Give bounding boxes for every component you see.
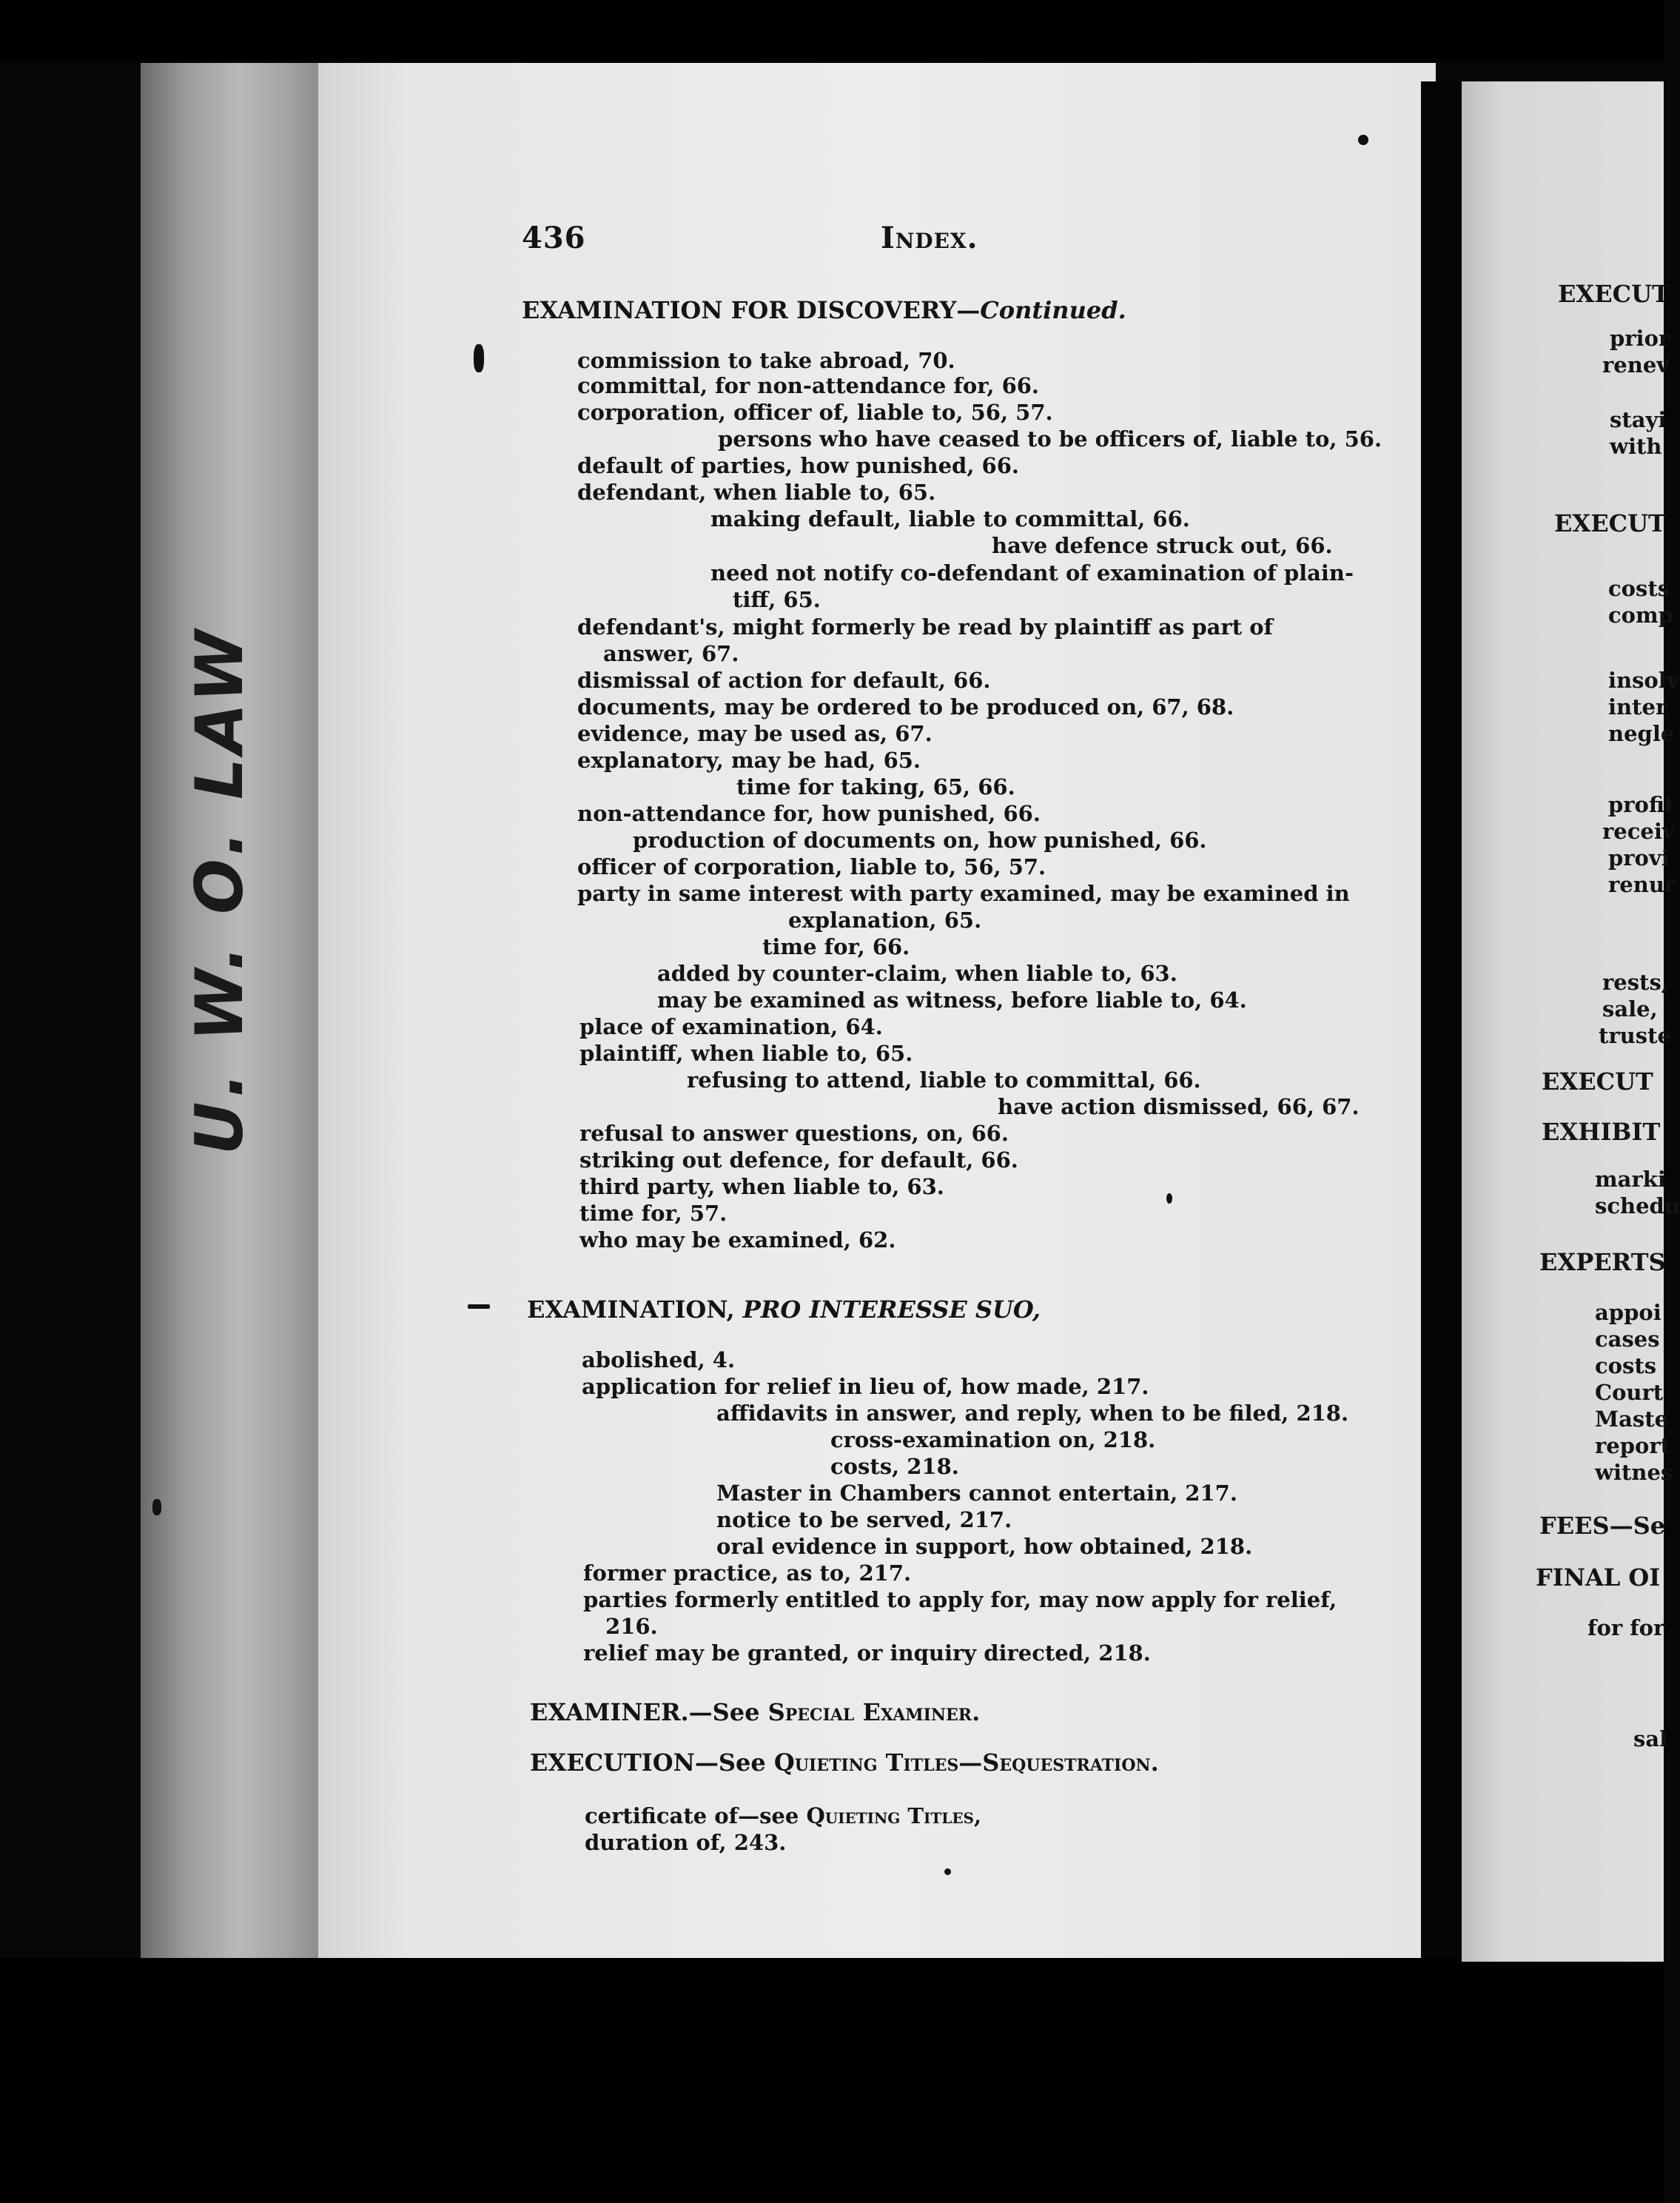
index-subentry: production of documents on, how punished, 66.: [633, 828, 1207, 853]
fragment-text: costs: [1595, 1353, 1657, 1378]
index-entry: documents, may be ordered to be produced on, 67, 68.: [577, 694, 1234, 720]
fragment-text: negle: [1608, 721, 1675, 746]
page-number: 436: [522, 221, 586, 255]
index-subentry: time for taking, 65, 66.: [736, 774, 1015, 799]
fragment-text: renev: [1602, 352, 1670, 378]
index-subentry: refusing to attend, liable to committal, 66.: [687, 1067, 1201, 1093]
bottom-dark-margin-right: [1462, 1962, 1664, 2203]
heading-main: EXAMINER.—See: [530, 1698, 760, 1726]
fragment-text: sal: [1633, 1726, 1668, 1751]
heading-main: EXAMINATION,: [527, 1295, 735, 1324]
index-entry: explanatory, may be had, 65.: [577, 748, 921, 773]
fragment-text: comp: [1608, 603, 1673, 628]
index-entry: officer of corporation, liable to, 56, 57.: [577, 854, 1046, 879]
cross-reference: Quieting Titles,: [806, 1803, 982, 1828]
index-entry: evidence, may be used as, 67.: [577, 721, 933, 746]
section-heading-execution: [530, 1750, 1159, 1775]
index-entry: who may be examined, 62.: [579, 1227, 896, 1253]
page-gutter: [1421, 81, 1462, 1976]
fragment-heading: EXPERTS: [1539, 1248, 1666, 1276]
index-entry: parties formerly entitled to apply for, may now apply for relief,: [583, 1587, 1337, 1612]
index-entry: 216.: [605, 1614, 658, 1639]
index-subentry: cross-examination on, 218.: [830, 1427, 1156, 1452]
fragment-text: truste: [1599, 1023, 1671, 1048]
index-entry: [585, 1803, 981, 1828]
fragment-text: appoi: [1595, 1300, 1661, 1325]
index-subentry: need not notify co-defendant of examination of plain-: [710, 560, 1354, 586]
fragment-text: insolv: [1608, 668, 1679, 693]
index-entry: abolished, 4.: [582, 1347, 736, 1372]
index-subentry: persons who have ceased to be officers of, liable to, 56.: [718, 426, 1382, 452]
index-entry: refusal to answer questions, on, 66.: [579, 1121, 1009, 1146]
heading-continued: Continued.: [980, 296, 1126, 324]
page-title: Index.: [881, 221, 978, 255]
index-subentry: may be examined as witness, before liable to, 64.: [657, 988, 1247, 1013]
index-entry: commission to take abroad, 70.: [577, 348, 955, 373]
index-subentry: have defence struck out, 66.: [992, 533, 1333, 558]
entry-text: certificate of—see: [585, 1803, 799, 1828]
ink-speck: [468, 1304, 490, 1309]
index-subentry: oral evidence in support, how obtained, 218.: [716, 1534, 1253, 1559]
fragment-text: marki: [1595, 1167, 1666, 1192]
fragment-heading: EXECUT: [1542, 1067, 1653, 1096]
index-subentry: notice to be served, 217.: [716, 1507, 1012, 1532]
index-entry: relief may be granted, or inquiry directed, 218.: [583, 1640, 1151, 1666]
cross-reference: Special Examiner.: [767, 1698, 981, 1726]
index-subentry: affidavits in answer, and reply, when to be filed, 218.: [716, 1401, 1349, 1426]
index-entry: answer, 67.: [603, 641, 739, 666]
index-entry: committal, for non-attendance for, 66.: [577, 373, 1040, 398]
index-subentry: explanation, 65.: [788, 908, 982, 933]
ink-speck: [1358, 135, 1368, 145]
index-entry: plaintiff, when liable to, 65.: [579, 1041, 913, 1066]
index-entry: dismissal of action for default, 66.: [577, 668, 991, 693]
fragment-text: provi: [1608, 845, 1670, 871]
section-heading-discovery: [522, 298, 1126, 323]
fragment-text: receiv: [1602, 819, 1675, 844]
index-entry: application for relief in lieu of, how made, 217.: [582, 1374, 1149, 1399]
index-entry: default of parties, how punished, 66.: [577, 453, 1019, 478]
fragment-text: witnes: [1595, 1460, 1673, 1485]
index-subentry: have action dismissed, 66, 67.: [998, 1094, 1360, 1119]
fragment-text: costs: [1608, 576, 1670, 601]
bottom-dark-margin: [0, 1958, 1462, 2203]
ink-speck: [152, 1499, 161, 1515]
fragment-heading: EXECUT: [1554, 509, 1666, 537]
fragment-heading: EXHIBIT: [1542, 1118, 1661, 1146]
fragment-text: schedu: [1595, 1193, 1680, 1218]
index-entry: place of examination, 64.: [579, 1014, 883, 1039]
heading-italic: PRO INTERESSE SUO,: [742, 1295, 1041, 1324]
heading-main: EXAMINATION FOR DISCOVERY—: [522, 296, 981, 324]
ink-speck: [474, 344, 484, 372]
fragment-heading: EXECUT: [1558, 280, 1670, 308]
index-entry: non-attendance for, how punished, 66.: [577, 801, 1041, 826]
fragment-text: report: [1595, 1433, 1671, 1458]
index-entry: time for, 57.: [579, 1201, 728, 1226]
index-entry: defendant's, might formerly be read by plaintiff as part of: [577, 614, 1274, 640]
ink-speck: [944, 1868, 951, 1875]
fragment-text: Maste: [1595, 1406, 1669, 1432]
fragment-text: renur: [1608, 872, 1676, 897]
index-subentry: Master in Chambers cannot entertain, 217.: [716, 1481, 1237, 1506]
section-heading-pro-interesse: [527, 1297, 1041, 1322]
index-entry: corporation, officer of, liable to, 56, 57.: [577, 400, 1053, 425]
spine-label: U. W. O. LAW: [181, 626, 258, 1155]
index-entry: party in same interest with party examined, may be examined in: [577, 881, 1350, 906]
top-dark-margin: [0, 0, 1664, 63]
index-entry: striking out defence, for default, 66.: [579, 1147, 1018, 1173]
cross-reference: Quieting Titles—Sequestration.: [773, 1748, 1159, 1777]
fragment-text: prior: [1610, 326, 1670, 351]
index-entry: defendant, when liable to, 65.: [577, 480, 936, 505]
ink-speck: [1166, 1193, 1172, 1204]
index-subentry: added by counter-claim, when liable to, 63.: [657, 961, 1177, 986]
section-heading-examiner: [530, 1700, 980, 1725]
fragment-text: for for: [1587, 1615, 1665, 1640]
fragment-text: Court: [1595, 1380, 1664, 1405]
heading-main: EXECUTION—See: [530, 1748, 766, 1777]
fragment-text: sale,: [1602, 996, 1658, 1022]
index-entry: third party, when liable to, 63.: [579, 1174, 944, 1199]
index-entry: duration of, 243.: [585, 1830, 787, 1855]
index-subentry: time for, 66.: [762, 934, 910, 959]
facing-page: [1462, 81, 1680, 1962]
index-entry: former practice, as to, 217.: [583, 1560, 912, 1586]
fragment-text: profit: [1608, 792, 1675, 817]
fragment-text: cases: [1595, 1327, 1660, 1352]
fragment-text: with: [1610, 434, 1662, 459]
index-subentry: tiff, 65.: [733, 587, 821, 612]
index-subentry: making default, liable to committal, 66.: [710, 506, 1190, 532]
index-subentry: costs, 218.: [830, 1454, 959, 1479]
fragment-text: rests,: [1602, 970, 1669, 995]
fragment-text: stayi: [1610, 407, 1667, 432]
fragment-text: inter: [1608, 694, 1667, 720]
fragment-heading: FEES—Se: [1539, 1512, 1666, 1540]
fragment-heading: FINAL OI: [1536, 1563, 1661, 1592]
